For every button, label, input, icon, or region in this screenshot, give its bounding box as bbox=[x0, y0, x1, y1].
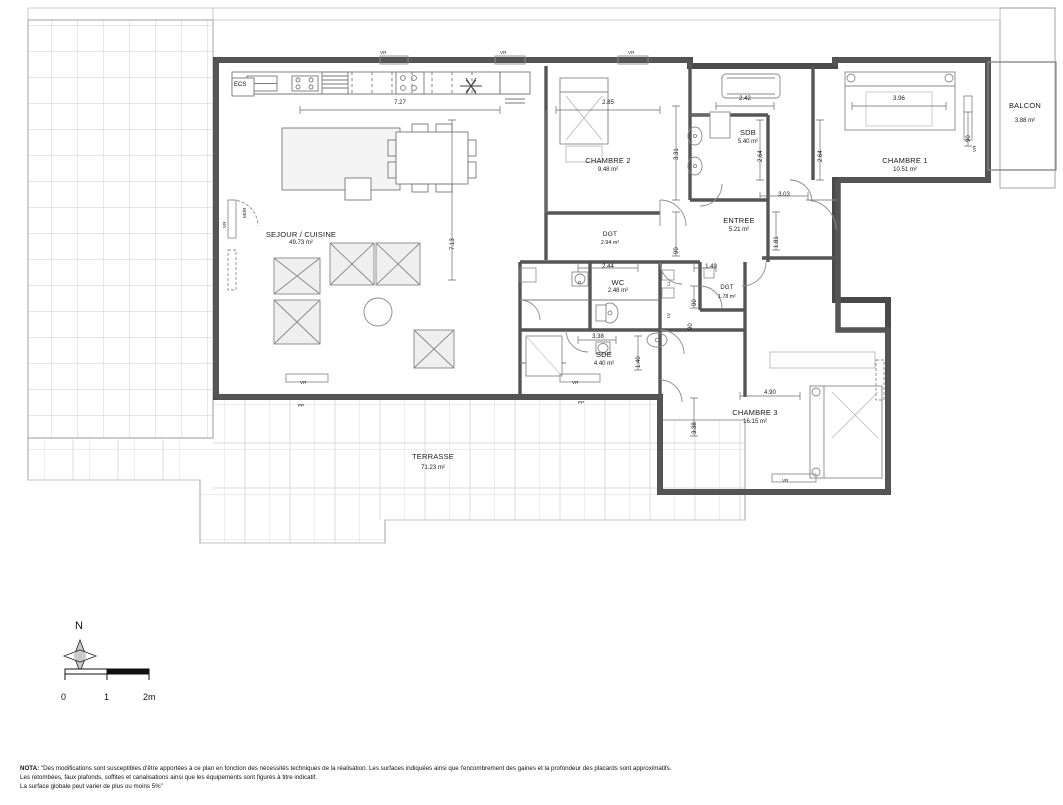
ll-label: LL bbox=[666, 280, 671, 286]
room-area-dgt-2: 1.78 m² bbox=[718, 294, 736, 300]
scale-tick-0: 0 bbox=[61, 692, 67, 702]
vr-label-1: VR bbox=[380, 50, 387, 55]
nota-line-2: Les retombées, faux plafonds, soffites et canalisations ainsi que les équipements sont figurés à titre indicatif. bbox=[20, 774, 318, 781]
scale-tick-2: 2m bbox=[143, 692, 156, 702]
dim-dgt-90a: 90 bbox=[674, 247, 680, 254]
room-area-sde: 4.40 m² bbox=[593, 361, 615, 367]
vr-label-8: VR bbox=[222, 221, 227, 228]
room-label-dgt-2: DGT bbox=[720, 285, 734, 291]
dim-couloir-vertical: 2.64 bbox=[818, 150, 824, 162]
north-arrow bbox=[64, 640, 96, 672]
room-label-chambre3: CHAMBRE 3 bbox=[732, 408, 778, 417]
room-area-entree: 5.21 m² bbox=[728, 227, 750, 233]
dim-entree-vertical: 1.81 bbox=[774, 236, 780, 248]
dim-sejour-vertical: 7.13 bbox=[450, 238, 456, 250]
scale-bar bbox=[65, 669, 149, 680]
dim-sdb-top: 2.42 bbox=[739, 96, 751, 102]
mur-label: MUR bbox=[242, 207, 247, 218]
dim-chambre2-vertical: 3.31 bbox=[674, 148, 680, 160]
dim-entree-right: 3.03 bbox=[778, 192, 790, 198]
room-area-balcon: 3.88 m² bbox=[1014, 118, 1036, 124]
dim-sdb-vertical: 2.64 bbox=[758, 150, 764, 162]
nota-line-1: "Des modifications sont susceptibles d'être apportées à ce plan en fonction des nécessités techniques de la réalisation. Les surfaces indiquées ainsi que l'encombrement des gaines et la profondeur des placards sont approximatifs. bbox=[40, 765, 672, 772]
pp-label-1: PP bbox=[298, 403, 305, 408]
room-label-dgt-1: DGT bbox=[602, 231, 618, 238]
room-label-chambre2: CHAMBRE 2 bbox=[585, 156, 631, 165]
vr-label-2: VR bbox=[500, 50, 507, 55]
room-label-sdb: SDB bbox=[739, 128, 757, 137]
room-area-chambre2: 9.48 m² bbox=[597, 167, 619, 173]
vr-label-7: VR bbox=[972, 145, 977, 152]
dim-chambre3-top: 4.90 bbox=[764, 390, 776, 396]
nota-title: NOTA: bbox=[20, 765, 40, 772]
room-label-balcon: BALCON bbox=[1008, 101, 1042, 110]
vr-label-6: VR bbox=[782, 478, 789, 483]
room-area-dgt-1: 2.94 m² bbox=[600, 240, 620, 246]
room-label-sejour: SEJOUR / CUISINE bbox=[265, 230, 337, 239]
nota-line-3: La surface globale peut varier de plus ou moins 5%" bbox=[20, 783, 163, 790]
dim-dgt-90c: 90 bbox=[688, 323, 694, 330]
scale-tick-1: 1 bbox=[104, 692, 110, 702]
room-area-terrasse: 71.23 m² bbox=[421, 465, 445, 471]
room-area-chambre3: 16.15 m² bbox=[743, 419, 767, 425]
room-label-chambre1: CHAMBRE 1 bbox=[882, 156, 928, 165]
d-label: D bbox=[578, 280, 582, 285]
dim-balcon-vertical: 90 bbox=[966, 135, 972, 142]
chambre2-furniture bbox=[560, 78, 608, 162]
room-label-wc: WC bbox=[611, 278, 625, 287]
sdb-fixtures bbox=[688, 74, 780, 175]
dim-chambre2-top: 2.85 bbox=[602, 100, 614, 106]
lv-label: LV bbox=[666, 312, 671, 318]
vr-label-3: VR bbox=[628, 50, 635, 55]
vr-label-4: VR bbox=[300, 380, 307, 385]
room-area-sejour: 49.73 m² bbox=[289, 240, 313, 246]
north-letter: N bbox=[75, 620, 83, 632]
vr-label-5: VR bbox=[572, 380, 579, 385]
living-furniture bbox=[274, 243, 454, 368]
pp-label-2: PP bbox=[578, 400, 585, 405]
nota-block bbox=[20, 764, 671, 791]
dim-wc-small: 1.49 bbox=[705, 264, 717, 270]
room-label-terrasse: TERRASSE bbox=[411, 452, 455, 461]
room-label-entree: ENTREE bbox=[723, 216, 755, 225]
dim-sejour-top: 7.27 bbox=[394, 100, 406, 106]
room-label-sde: SDE bbox=[595, 350, 613, 359]
dim-wc-width: 2.44 bbox=[602, 264, 614, 270]
ecs-label: ECS bbox=[234, 82, 247, 88]
dim-dgt-90b: 90 bbox=[692, 299, 698, 306]
dim-chambre3-vertical: 3.38 bbox=[692, 422, 698, 434]
room-area-wc: 2.48 m² bbox=[607, 288, 629, 294]
kitchen-furniture bbox=[232, 72, 530, 200]
room-area-chambre1: 10.51 m² bbox=[893, 167, 917, 173]
dim-sde-width: 3.38 bbox=[592, 334, 604, 340]
room-area-sdb: 5.40 m² bbox=[737, 139, 759, 145]
dim-chambre1-top: 3.96 bbox=[893, 96, 905, 102]
dim-sde-vertical: 1.40 bbox=[636, 356, 642, 368]
